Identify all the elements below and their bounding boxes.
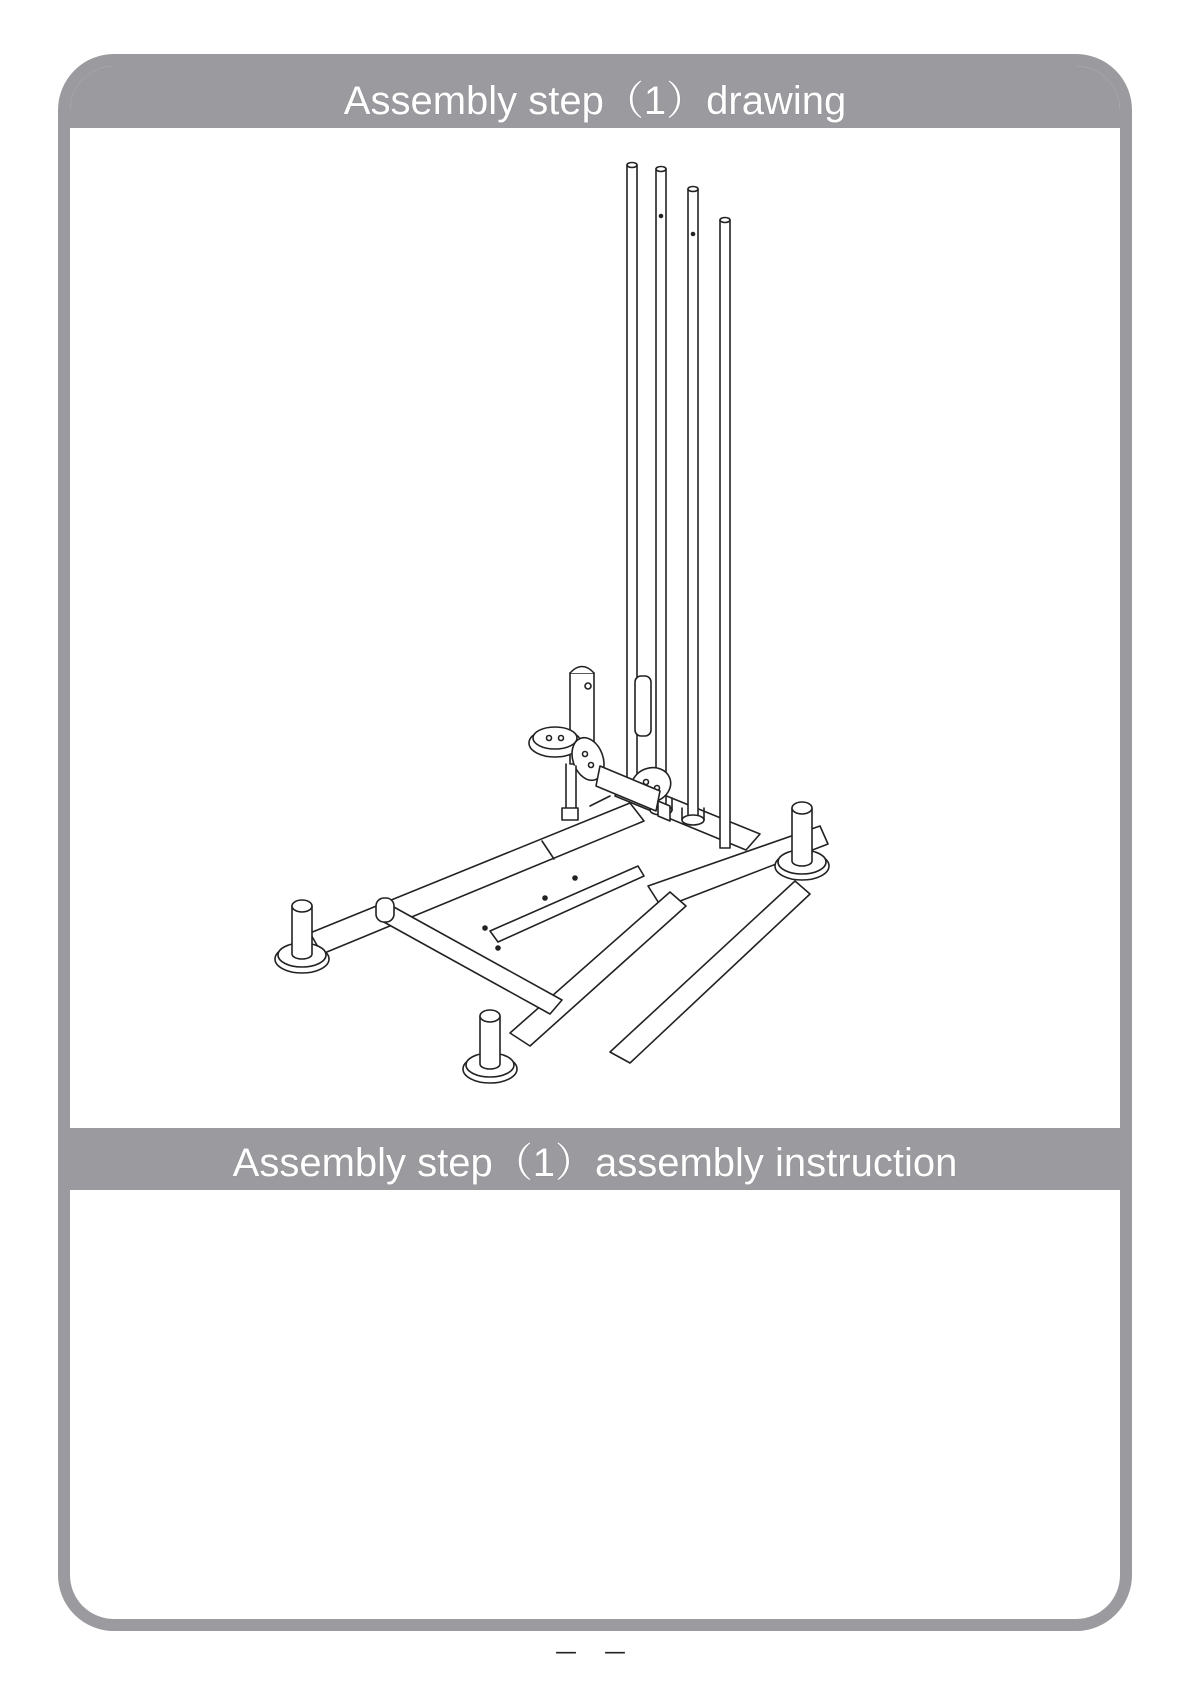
assembly-drawing (70, 66, 1132, 1128)
instruction-title-bar (70, 1128, 1120, 1190)
drawing-title: Assembly step（1）drawing (343, 78, 847, 123)
page-number: — — (555, 1640, 636, 1665)
instruction-area (70, 1190, 1120, 1619)
upright-post-4 (720, 218, 730, 849)
upright-post-3 (688, 187, 698, 820)
foot-front-right (463, 1010, 517, 1083)
instruction-title: Assembly step（1）assembly instruction (232, 1140, 958, 1185)
rear-sleeve (635, 676, 651, 736)
rear-right-tube (610, 881, 810, 1063)
upright-post-2 (656, 167, 666, 810)
page-frame (58, 54, 1132, 1631)
rear-left-tube (310, 803, 644, 954)
